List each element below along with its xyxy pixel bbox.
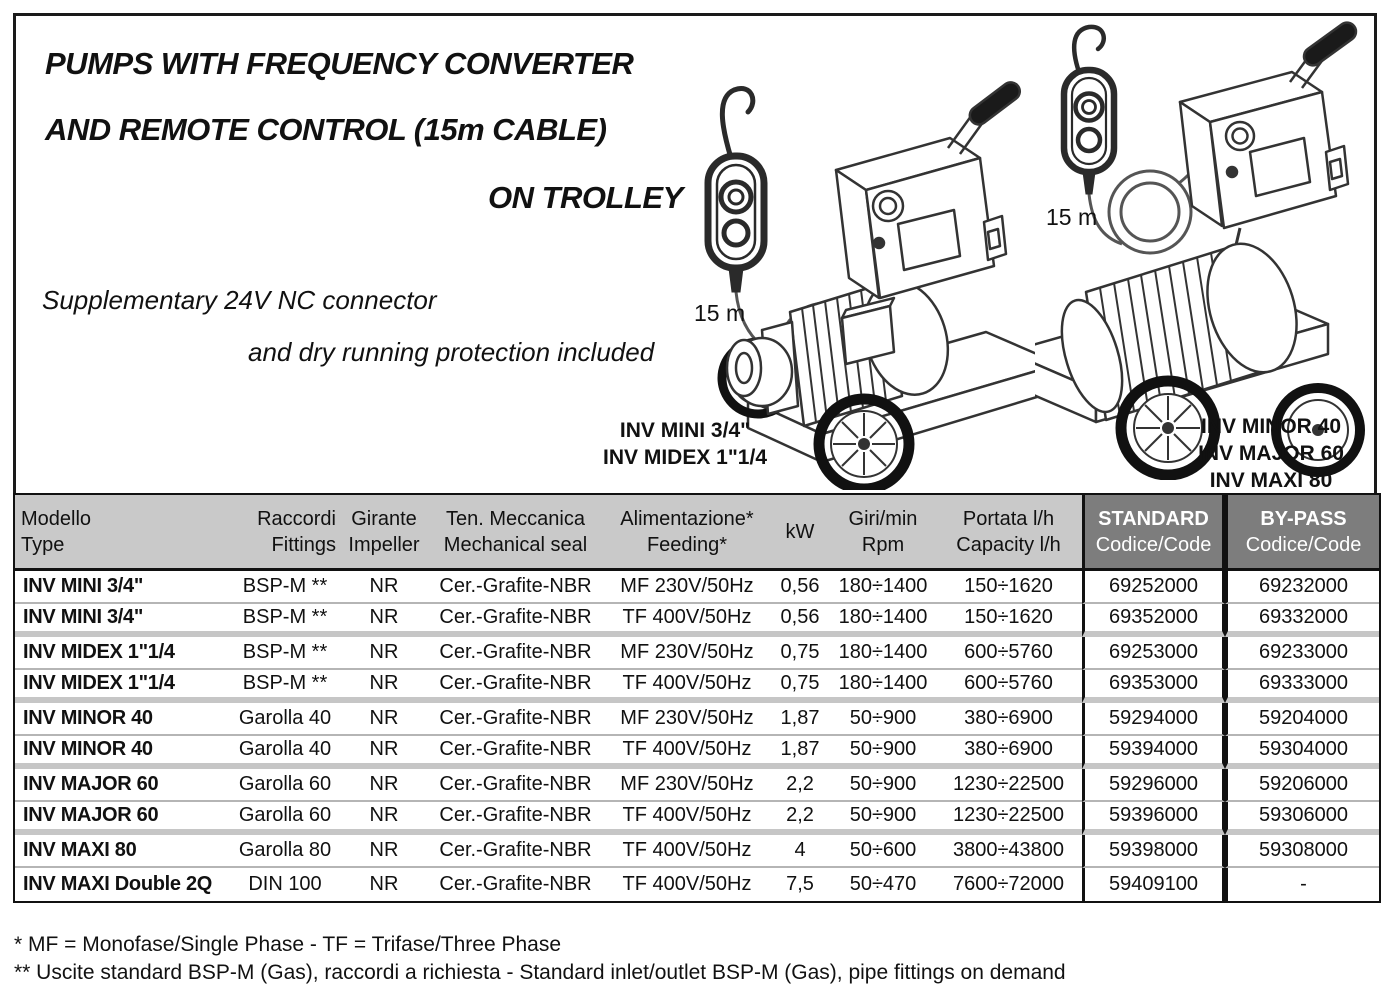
pendant-hook-icon [1074,27,1104,72]
rpm-cell: 180÷1400 [831,670,935,703]
table-header-row [15,495,1379,571]
pump-spec-table [13,493,1381,903]
mechanical-seal-cell: Cer.-Grafite-NBR [426,802,605,835]
table-row [15,703,1379,736]
kw-cell: 0,56 [769,571,831,604]
model-cell: INV MINOR 40 [15,736,228,769]
feeding-cell: TF 400V/50Hz [605,802,769,835]
mechanical-seal-cell: Cer.-Grafite-NBR [426,571,605,604]
standard-code-cell: 59398000 [1082,835,1225,868]
capacity-cell: 600÷5760 [935,670,1082,703]
kw-cell: 1,87 [769,703,831,736]
rpm-cell: 180÷1400 [831,604,935,637]
page-title-line1: PUMPS WITH FREQUENCY CONVERTER [45,46,634,81]
model-cell: INV MIDEX 1"1/4 [15,637,228,670]
feeding-cell: TF 400V/50Hz [605,670,769,703]
col-header-model: Modello Type [15,495,228,571]
caption-line: INV MINOR 40 [1200,415,1342,438]
rpm-cell: 180÷1400 [831,637,935,670]
junction-box [842,298,894,364]
caption-line: INV MIDEX 1"1/4 [602,446,767,469]
col-header-fittings: Raccordi Fittings [228,495,342,571]
mechanical-seal-cell: Cer.-Grafite-NBR [426,769,605,802]
fittings-cell: BSP-M ** [228,637,342,670]
bypass-code-cell: - [1225,868,1379,901]
control-box [836,138,1006,298]
impeller-cell: NR [342,670,426,703]
fittings-cell: Garolla 60 [228,802,342,835]
bypass-code-cell: 59206000 [1225,769,1379,802]
footnote-fittings: ** Uscite standard BSP-M (Gas), raccordi a richiesta - Standard inlet/outlet BSP-M (Gas), pipe fittings on demand [14,961,1066,984]
rpm-cell: 50÷470 [849,873,917,895]
model-cell: INV MINI 3/4" [15,571,228,604]
standard-code-cell: 59294000 [1082,703,1225,736]
caption-line: INV MAXI 80 [1209,469,1333,492]
col-header-standard-code: STANDARD Codice/Code [1082,495,1225,571]
kw-cell: 0,56 [769,604,831,637]
cable-length-label-large: 15 m [1046,204,1098,230]
col-header-rpm: Giri/min Rpm [831,495,935,571]
mechanical-seal-cell: Cer.-Grafite-NBR [439,873,592,895]
impeller-cell: NR [342,604,426,637]
feeding-cell: MF 230V/50Hz [605,703,769,736]
fittings-cell: Garolla 40 [228,703,342,736]
col-header-bypass-code: BY-PASS Codice/Code [1225,495,1379,571]
fittings-cell: BSP-M ** [228,604,342,637]
col-header-capacity: Portata l/h Capacity l/h [935,495,1082,571]
capacity-cell: 7600÷72000 [952,873,1065,895]
col-header-kw: kW [769,495,831,571]
pump-motor [1050,228,1311,420]
mechanical-seal-cell: Cer.-Grafite-NBR [426,703,605,736]
bypass-code-cell: 59306000 [1225,802,1379,835]
rpm-cell: 50÷900 [831,769,935,802]
bypass-code-cell: 59204000 [1225,703,1379,736]
col-header-impeller: Girante Impeller [342,495,426,571]
bypass-code-cell: 69233000 [1225,637,1379,670]
standard-code-cell: 59409100 [1082,868,1225,901]
cable-length-label-small: 15 m [694,300,746,326]
col-header-feeding: Alimentazione* Feeding* [605,495,769,571]
feeding-cell: TF 400V/50Hz [605,736,769,769]
mechanical-seal-cell: Cer.-Grafite-NBR [426,670,605,703]
bypass-code-cell: 59308000 [1225,835,1379,868]
kw-cell: 1,87 [769,736,831,769]
feeding-cell: MF 230V/50Hz [605,571,769,604]
fittings-cell: BSP-M ** [228,571,342,604]
subtitle-line1: Supplementary 24V NC connector [42,285,437,315]
impeller-cell: NR [342,835,426,868]
subtitle-line2: and dry running protection included [248,337,655,367]
rpm-cell: 50÷900 [831,736,935,769]
kw-cell: 7,5 [786,873,814,895]
standard-code-cell: 69353000 [1082,670,1225,703]
footnote-phase: * MF = Monofase/Single Phase - TF = Trifase/Three Phase [14,933,562,956]
model-cell: INV MINI 3/4" [15,604,228,637]
fittings-cell: Garolla 40 [228,736,342,769]
page-title-line2: AND REMOTE CONTROL (15m CABLE) [45,112,607,147]
impeller-cell: NR [342,571,426,604]
kw-cell: 2,2 [769,769,831,802]
rpm-cell: 50÷900 [831,703,935,736]
small-pump-caption [595,417,775,471]
impeller-cell: NR [342,802,426,835]
page-title-line3: ON TROLLEY [488,180,683,215]
rpm-cell: 180÷1400 [831,571,935,604]
rpm-cell: 50÷600 [831,835,935,868]
kw-cell: 4 [769,835,831,868]
table-row [15,637,1379,670]
capacity-cell: 1230÷22500 [935,769,1082,802]
large-pump-caption [1191,413,1351,494]
rpm-cell: 50÷900 [831,802,935,835]
model-cell: INV MIDEX 1"1/4 [15,670,228,703]
col-header-mechanical-seal: Ten. Meccanica Mechanical seal [426,495,605,571]
kw-cell: 0,75 [769,637,831,670]
control-box [1180,72,1348,228]
mechanical-seal-cell: Cer.-Grafite-NBR [426,736,605,769]
standard-code-cell: 69253000 [1082,637,1225,670]
impeller-cell: NR [369,873,399,895]
table-row [15,736,1379,769]
table-row [15,670,1379,703]
bypass-code-cell: 69232000 [1225,571,1379,604]
standard-code-cell: 59396000 [1082,802,1225,835]
pump-head [727,322,798,414]
fittings-cell: BSP-M ** [228,670,342,703]
large-pump-trolley-illustration [1035,20,1392,480]
mechanical-seal-cell: Cer.-Grafite-NBR [426,604,605,637]
fittings-cell: Garolla 60 [228,769,342,802]
mechanical-seal-cell: Cer.-Grafite-NBR [426,835,605,868]
remote-pendant [708,88,764,292]
fittings-cell: DIN 100 [248,873,322,895]
kw-cell: 0,75 [769,670,831,703]
table-row [15,604,1379,637]
impeller-cell: NR [342,736,426,769]
capacity-cell: 380÷6900 [935,736,1082,769]
bypass-code-cell: 69333000 [1225,670,1379,703]
impeller-cell: NR [342,703,426,736]
model-cell: INV MAJOR 60 [15,802,228,835]
table-row [15,868,1379,901]
capacity-cell: 600÷5760 [935,637,1082,670]
standard-code-cell: 69252000 [1082,571,1225,604]
standard-code-cell: 59394000 [1082,736,1225,769]
impeller-cell: NR [342,769,426,802]
model-cell: INV MAJOR 60 [15,769,228,802]
feeding-cell: MF 230V/50Hz [605,769,769,802]
capacity-cell: 3800÷43800 [935,835,1082,868]
capacity-cell: 150÷1620 [935,571,1082,604]
remote-pendant [1064,27,1114,194]
model-cell: INV MAXI 80 [15,835,228,868]
standard-code-cell: 59296000 [1082,769,1225,802]
table-row [15,571,1379,604]
capacity-cell: 150÷1620 [935,604,1082,637]
caption-line: INV MAJOR 60 [1198,442,1344,465]
standard-code-cell: 69352000 [1082,604,1225,637]
model-cell: INV MINOR 40 [15,703,228,736]
feeding-cell: TF 400V/50Hz [605,604,769,637]
impeller-cell: NR [342,637,426,670]
mechanical-seal-cell: Cer.-Grafite-NBR [426,637,605,670]
table-row [15,802,1379,835]
fittings-cell: Garolla 80 [228,835,342,868]
caption-line: INV MINI 3/4" [619,419,751,442]
bypass-code-cell: 59304000 [1225,736,1379,769]
capacity-cell: 380÷6900 [935,703,1082,736]
pendant-hook-icon [722,88,752,158]
feeding-cell: MF 230V/50Hz [605,637,769,670]
kw-cell: 2,2 [769,802,831,835]
handle-grip [966,79,1023,128]
pump-table-body [15,571,1379,901]
front-wheel [819,399,909,489]
capacity-cell: 1230÷22500 [935,802,1082,835]
feeding-cell: TF 400V/50Hz [605,835,769,868]
model-cell: INV MAXI Double 2Q [23,873,213,895]
handle-grip [1300,20,1359,69]
table-row [15,835,1379,868]
feeding-cell: TF 400V/50Hz [622,873,752,895]
bypass-code-cell: 69332000 [1225,604,1379,637]
table-row [15,769,1379,802]
